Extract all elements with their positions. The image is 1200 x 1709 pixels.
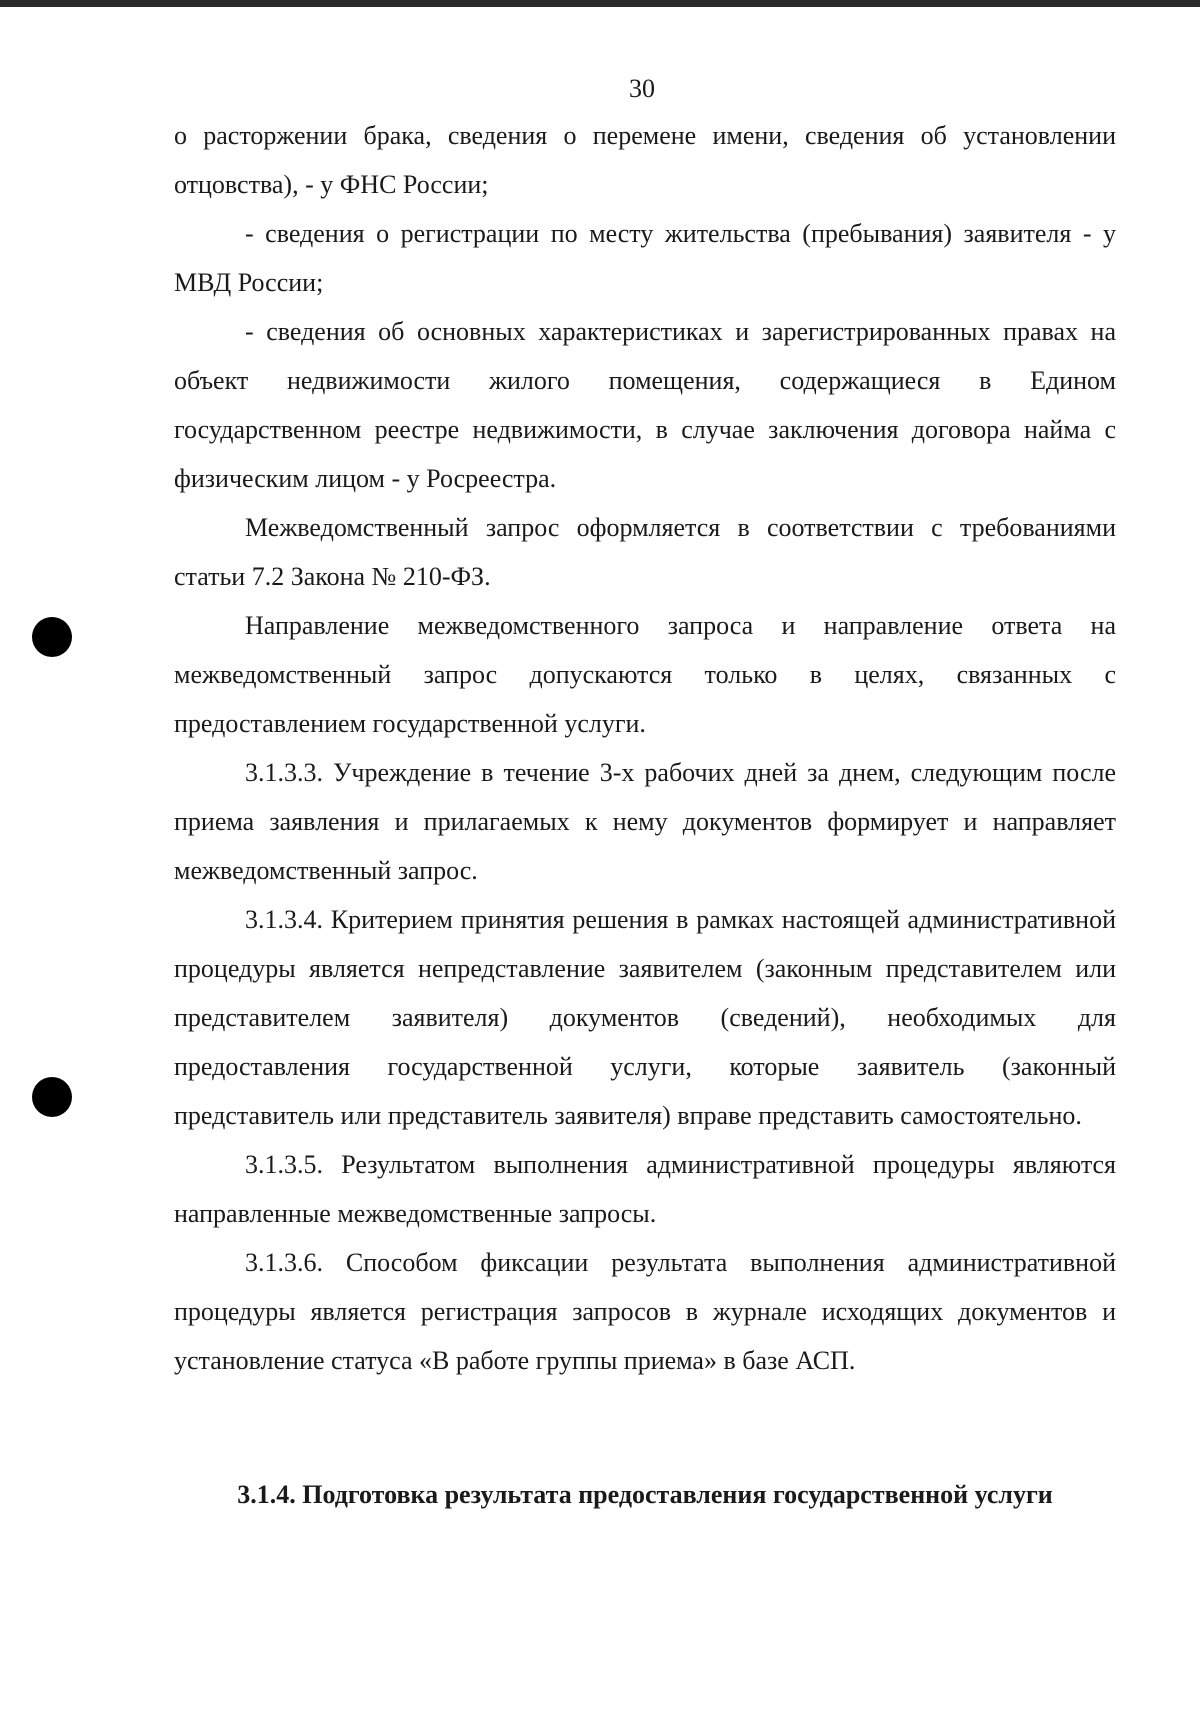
paragraph-request-purpose: Направление межведомственного запроса и направление ответа на межведомственный запрос допускаются только в целях, связанных с предоставлением государственной услуги. [174,611,1116,738]
paragraph-continuation: о расторжении брака, сведения о перемене имени, сведения об установлении отцовства), - у ФНС России; [174,121,1116,199]
paragraph-mvd: - сведения о регистрации по месту жительства (пребывания) заявителя - у МВД России; [174,219,1116,297]
paragraph-request-format: Межведомственный запрос оформляется в соответствии с требованиями статьи 7.2 Закона № 210-ФЗ. [174,513,1116,591]
document-body [174,111,1116,1385]
paragraph-3-1-3-3: 3.1.3.3. Учреждение в течение 3-х рабочих дней за днем, следующим после приема заявления и прилагаемых к нему документов формирует и направляет межведомственный запрос. [174,758,1116,885]
paragraph-rosreestr: - сведения об основных характеристиках и зарегистрированных правах на объект недвижимости жилого помещения, содержащиеся в Едином государственном реестре недвижимости, в случае заключения договора найма с физическим лицом - у Росреестра. [174,317,1116,493]
page-number: 30 [629,74,655,103]
section-heading: 3.1.4. Подготовка результата предоставления государственной услуги [237,1480,1053,1509]
paragraph-3-1-3-4: 3.1.3.4. Критерием принятия решения в рамках настоящей административной процедуры является непредставление заявителем (законным представителем или представителем заявителя) документов (сведений), необходимых для предоставления государственной услуги, которые заявитель (законный представитель или представитель заявителя) вправе представить самостоятельно. [174,905,1116,1130]
binder-hole [32,1077,72,1117]
paragraph-3-1-3-5: 3.1.3.5. Результатом выполнения административной процедуры являются направленные межведомственные запросы. [174,1150,1116,1228]
scan-top-edge [0,0,1200,7]
paragraph-3-1-3-6: 3.1.3.6. Способом фиксации результата выполнения административной процедуры является регистрация запросов в журнале исходящих документов и установление статуса «В работе группы приема» в базе АСП. [174,1248,1116,1375]
binder-hole [32,617,72,657]
